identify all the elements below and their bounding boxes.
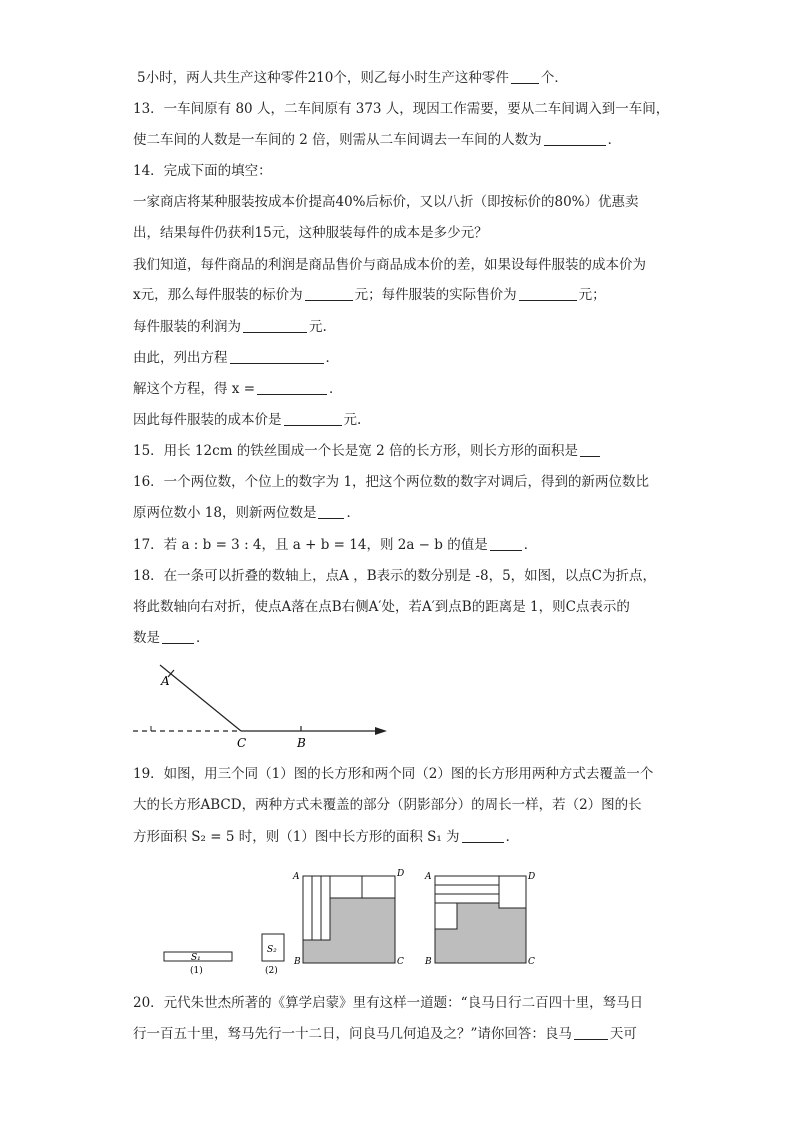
text: ． <box>325 350 339 366</box>
right-cover-bar-3 <box>435 894 499 903</box>
text: 行一百五十里，驽马先行一十二日，问良马几何追及之？”请你回答：良马 <box>133 1026 572 1042</box>
text: 元； <box>578 287 606 303</box>
text: 使二车间的人数是一车间的 2 倍，则需从二车间调去一车间的人数为 <box>133 132 542 148</box>
caption-1: (1) <box>190 966 203 976</box>
right-label-d: D <box>528 872 536 882</box>
text: 15．用长 12cm 的铁丝围成一个长是宽 2 倍的长方形，则长方形的面积是 <box>133 443 578 459</box>
text: ． <box>607 132 622 148</box>
label-c: C <box>237 736 247 750</box>
fold-number-line-figure <box>125 655 400 755</box>
q14-line4 <box>133 286 606 304</box>
q14-line3: 我们知道，每件商品的利润是商品售价与商品成本价的差，如果设每件服装的成本价为 <box>133 257 646 273</box>
left-cover-top-1 <box>330 876 362 898</box>
text: 元. <box>343 412 362 428</box>
answer-blank[interactable] <box>544 131 606 146</box>
left-label-c: C <box>397 957 404 967</box>
text: ． <box>196 630 210 646</box>
left-label-b: B <box>294 957 301 967</box>
right-cover-bar-2 <box>435 885 499 894</box>
answer-blank[interactable] <box>580 442 600 457</box>
answer-blank[interactable] <box>511 69 539 84</box>
answer-blank[interactable] <box>574 1025 608 1040</box>
answer-blank[interactable] <box>318 504 344 519</box>
right-label-a: A <box>425 872 432 882</box>
q19-line1: 19．如图，用三个同（1）图的长方形和两个同（2）图的长方形用两种方式去覆盖一个 <box>133 766 654 782</box>
text: 元. <box>309 319 327 335</box>
answer-blank[interactable] <box>257 380 327 395</box>
axis-arrow <box>375 727 387 735</box>
right-cover-right <box>499 876 526 908</box>
q14-line6 <box>133 349 339 367</box>
answer-blank[interactable] <box>230 349 324 364</box>
text: 每件服装的利润为 <box>133 319 241 335</box>
text: 由此，列出方程 <box>133 350 228 366</box>
answer-blank[interactable] <box>462 828 504 843</box>
answer-blank[interactable] <box>284 411 342 426</box>
q16-line2 <box>133 504 360 522</box>
right-cover-bar-1 <box>435 876 499 885</box>
answer-blank[interactable] <box>519 286 577 301</box>
text: 数是 <box>133 630 160 646</box>
q18-line2: 将此数轴向右对折，使点A落在点B右侧A′处，若A′到点B的距离是 1，则C点表示的 <box>133 599 630 615</box>
q14-line1: 一家商店将某种服装按成本价提高40%后标价，又以八折（即按标价的80%）优惠卖 <box>133 194 639 210</box>
text: ． <box>346 505 360 521</box>
text: 5小时，两人共生产这种零件210个，则乙每小时生产这种零件 <box>137 70 509 86</box>
q16-line1: 16．一个两位数，个位上的数字为 1，把这个两位数的数字对调后，得到的新两位数比 <box>133 474 650 490</box>
label-s2: S₂ <box>267 945 277 955</box>
text: 元；每件服装的实际售价为 <box>354 287 517 303</box>
left-cover-strip-1 <box>303 876 312 940</box>
text: 原两位数小 18，则新两位数是 <box>133 505 317 521</box>
q19-line3 <box>133 828 519 846</box>
text: 天可 <box>609 1026 637 1042</box>
q13-line1: 13．一车间原有 80 人，二车间原有 373 人，现因工作需要，要从二车间调入到一车间， <box>133 101 670 117</box>
answer-blank[interactable] <box>490 536 522 551</box>
text: ． <box>523 537 538 553</box>
q20-line1: 20．元代朱世杰所著的《算学启蒙》里有这样一道题：“良马日行二百四十里，驽马日 <box>133 995 644 1011</box>
q14-line5 <box>133 318 327 336</box>
right-cover-left <box>435 903 457 929</box>
q14-line2: 出，结果每件仍获利15元，这种服装每件的成本是多少元？ <box>133 225 488 241</box>
text: x元，那么每件服装的标价为 <box>133 287 303 303</box>
text: 方形面积 S₂ = 5 时，则（1）图中长方形的面积 S₁ 为 <box>133 829 460 845</box>
q18-line1: 18．在一条可以折叠的数轴上，点A ，B表示的数分别是 -8，5，如图，以点C为折点， <box>133 568 656 584</box>
answer-blank[interactable] <box>162 629 194 644</box>
text: 17．若 a : b = 3 : 4，且 a + b = 14，则 2a − b 的值是 <box>133 537 488 553</box>
rectangle-covering-figure <box>155 862 555 980</box>
text: 解这个方程，得 x = <box>133 381 256 397</box>
q18-line3 <box>133 629 210 647</box>
left-cover-strip-3 <box>321 876 330 940</box>
answer-blank[interactable] <box>305 286 353 301</box>
q14-heading: 14．完成下面的填空： <box>133 163 272 179</box>
caption-2: (2) <box>265 966 278 976</box>
q15-line <box>133 442 602 460</box>
text: 个． <box>540 70 568 86</box>
right-label-c: C <box>528 957 535 967</box>
text: ． <box>505 829 520 845</box>
label-a: A <box>161 674 170 688</box>
q20-line2 <box>133 1025 637 1043</box>
text: 因此每件服装的成本价是 <box>133 412 282 428</box>
q13-line2 <box>133 131 621 149</box>
label-s1: S₁ <box>191 953 201 963</box>
label-b: B <box>297 736 306 750</box>
q14-line7 <box>133 380 343 398</box>
right-label-b: B <box>425 957 432 967</box>
q17-line <box>133 536 537 554</box>
text: ． <box>329 381 343 397</box>
left-label-d: D <box>397 869 405 879</box>
answer-blank[interactable] <box>243 318 307 333</box>
left-cover-strip-2 <box>312 876 321 940</box>
q12-continuation <box>137 69 568 87</box>
folded-segment <box>160 665 241 731</box>
left-cover-top-2 <box>362 876 395 898</box>
q19-line2: 大的长方形ABCD，两种方式未覆盖的部分（阴影部分）的周长一样，若（2）图的长 <box>133 797 642 813</box>
q14-line8 <box>133 411 361 429</box>
left-label-a: A <box>293 872 300 882</box>
